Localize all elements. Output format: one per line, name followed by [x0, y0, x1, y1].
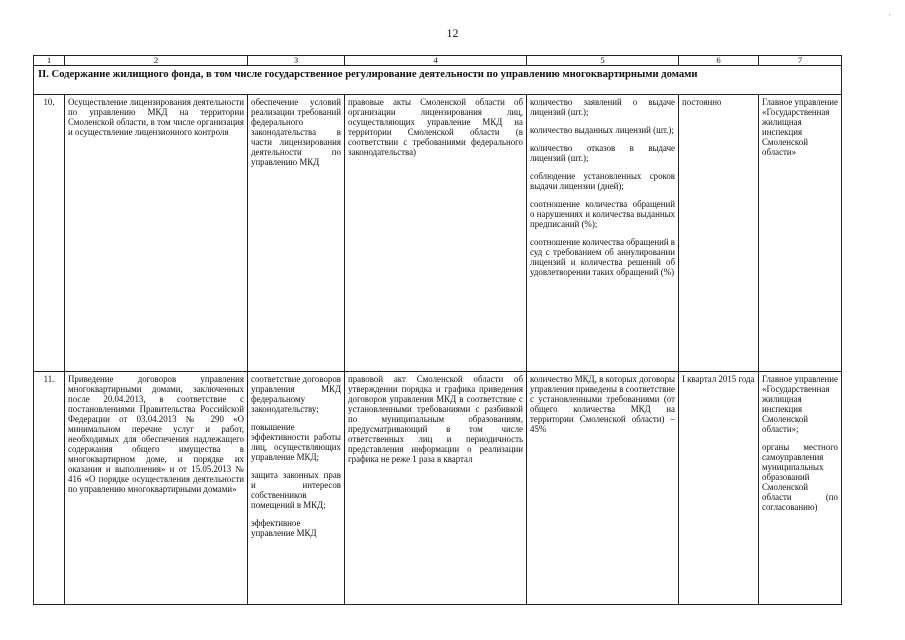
- result-item: повышение эффективности работы лиц, осуществляющих управление МКД;: [251, 422, 341, 462]
- indicator-cell: [527, 95, 679, 372]
- row-number: 11.: [34, 372, 65, 605]
- column-number: 7: [759, 56, 842, 66]
- column-number: 1: [34, 56, 65, 66]
- result-cell: [248, 372, 345, 605]
- column-number: 3: [248, 56, 345, 66]
- stray-mark: ': [889, 14, 891, 20]
- column-number: 5: [527, 56, 679, 66]
- page-number: 12: [446, 26, 459, 40]
- indicator-item: количество отказов в выдаче лицензий (шт.);: [530, 143, 675, 163]
- indicator-item: количество выданных лицензий (шт.);: [530, 125, 674, 135]
- section-title: II. Содержание жилищного фонда, в том числе государственное регулирование деятельности по управлению многоквартирными домами: [34, 66, 842, 95]
- row-number: 10.: [34, 95, 65, 372]
- indicator-cell: [527, 372, 679, 605]
- measure-cell: Осуществление лицензирования деятельности по управлению МКД на территории Смоленской области, в том числе организация и осуществление лицензионного контроля: [65, 95, 248, 372]
- column-number: 4: [345, 56, 527, 66]
- legal-act-cell: правовые акты Смоленской области об организации лицензирования лиц, осуществляющих управление МКД на территории Смоленской области (в соответствии с требованиями федерального законодательства): [345, 95, 527, 372]
- section-row: [34, 66, 842, 95]
- responsible-cell: [759, 95, 842, 372]
- column-number: 6: [679, 56, 759, 66]
- responsible-item: Главное управление «Государственная жилищная инспекция Смоленской области»: [762, 97, 838, 157]
- result-item: эффективное управление МКД: [251, 518, 317, 538]
- indicator-item: соотношение количества обращений в суд с требованием об аннулировании лицензий и количества решений об удовлетворении таких обращений (%): [530, 237, 675, 277]
- indicator-item: количество МКД, в которых договоры управления приведены в соответствие с установленными требованиями (от общего количества МКД на территории Смоленской области) – 45%: [530, 374, 675, 434]
- indicator-item: соблюдение установленных сроков выдачи лицензии (дней);: [530, 171, 675, 191]
- responsible-cell: [759, 372, 842, 605]
- column-number-row: [34, 56, 842, 66]
- measures-table: [33, 55, 842, 605]
- responsible-item: Главное управление «Государственная жилищная инспекция Смоленской области»;: [762, 374, 838, 434]
- deadline-cell: I квартал 2015 года: [679, 372, 759, 605]
- column-number: 2: [65, 56, 248, 66]
- responsible-item: органы местного самоуправления муниципальных образований Смоленской области (по согласованию): [762, 442, 838, 512]
- result-item: обеспечение условий реализации требований федерального законодательства в части лицензирования деятельности по управлению МКД: [251, 97, 341, 167]
- table-row: [34, 95, 842, 372]
- indicator-item: соотношение количества обращений о нарушениях и количества выданных предписаний (%);: [530, 199, 675, 229]
- measure-cell: Приведение договоров управления многоквартирными домами, заключенных после 20.04.2013, в соответствие с постановлениями Правительства Российской Федерации от 03.04.2013 № 290 «О минимальном перечне услуг и работ, необходимых для обеспечения надлежащего содержания общего имущества в многоквартирном доме, и порядке их оказания и выполнения» и от 15.05.2013 № 416 «О порядке осуществления деятельности по управлению многоквартирными домами»: [65, 372, 248, 605]
- legal-act-cell: правовой акт Смоленской области об утверждении порядка и графика приведения договоров управления МКД в соответствие с установленными требованиями с разбивкой по муниципальным образованиям, предусматривающий в том числе ответственных лиц и периодичность представления информации о реализации графика не реже 1 раза в квартал: [345, 372, 527, 605]
- deadline-cell: постоянно: [679, 95, 759, 372]
- table-row: [34, 372, 842, 605]
- result-item: соответствие договоров управления МКД федеральному законодательству;: [251, 374, 341, 414]
- result-cell: [248, 95, 345, 372]
- result-item: защита законных прав и интересов собственников помещений в МКД;: [251, 470, 341, 510]
- indicator-item: количество заявлений о выдаче лицензий (шт.);: [530, 97, 675, 117]
